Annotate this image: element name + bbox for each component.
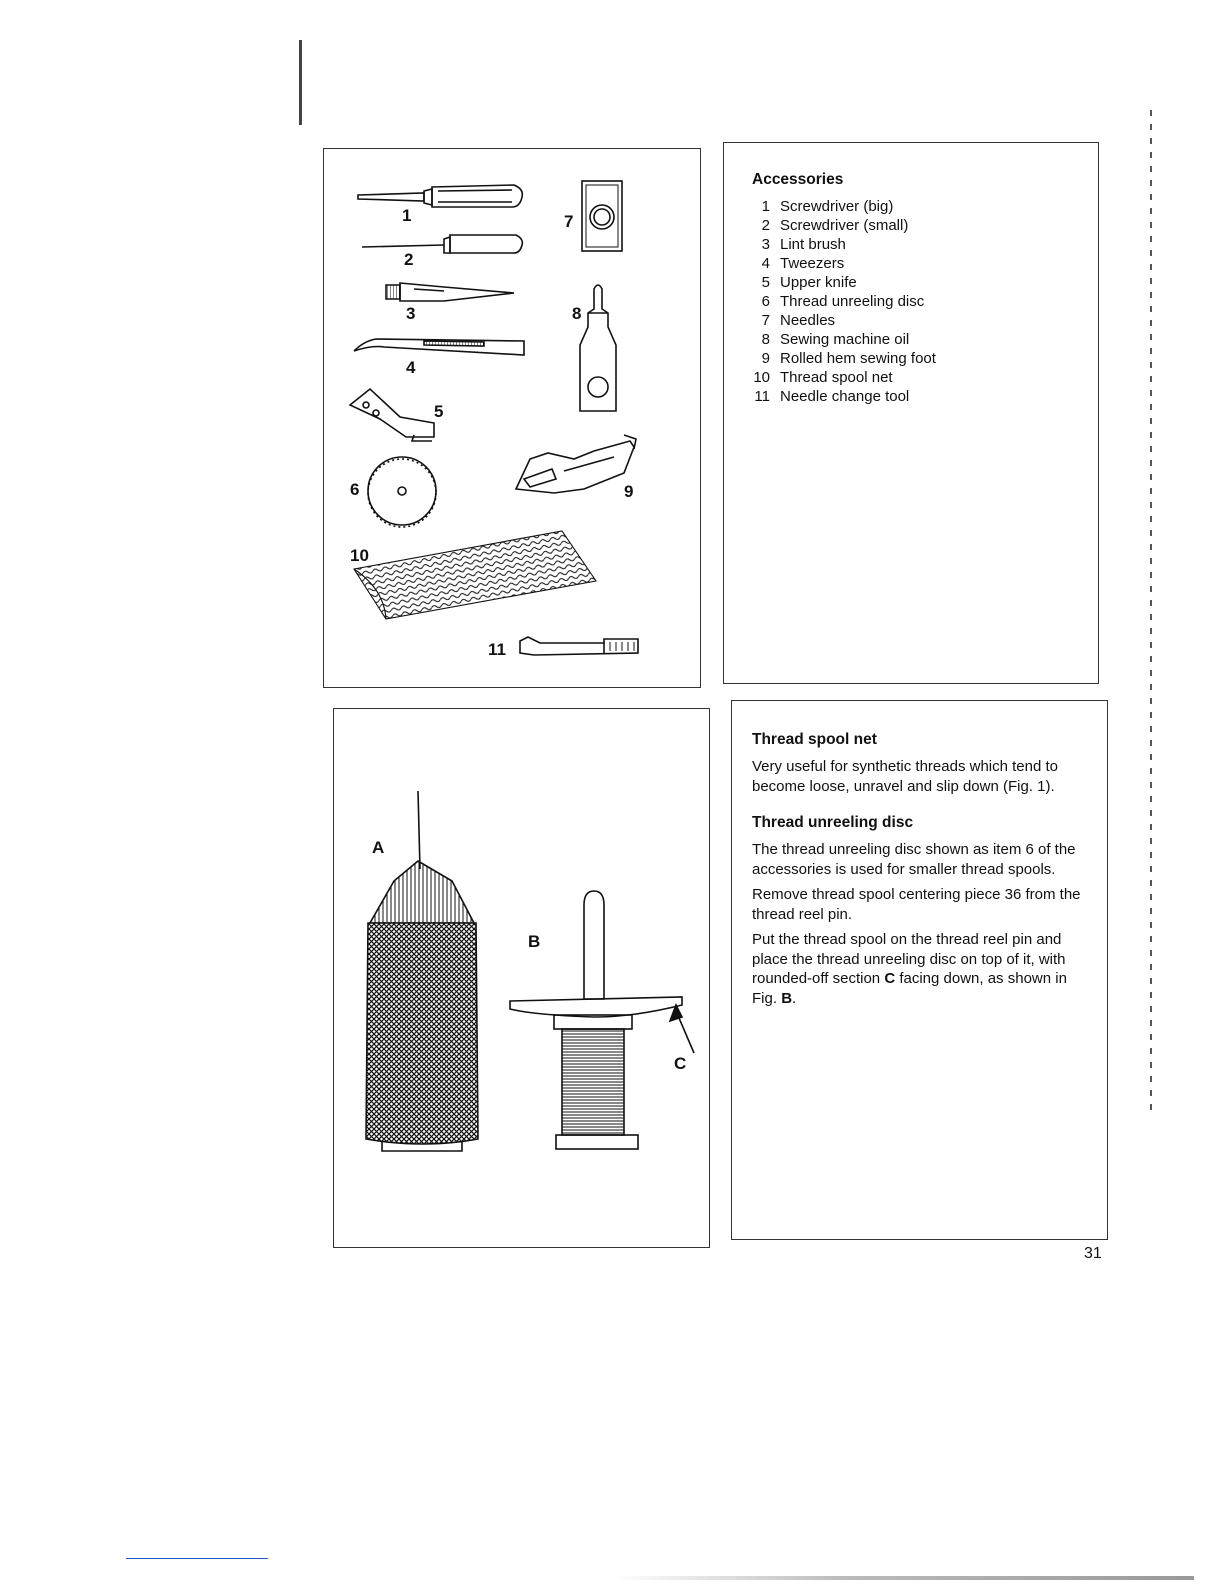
accessory-label: Screwdriver (big) [780,198,894,215]
accessory-label: Rolled hem sewing foot [780,350,936,367]
accessory-label: Needle change tool [780,388,910,405]
callout-8: 8 [572,304,582,323]
tweezers-icon [354,339,524,355]
disc-text-3 [752,930,1082,1008]
accessory-number: 1 [761,198,770,215]
disc-text-2: Remove thread spool centering piece 36 from the thread reel pin. [752,886,1081,923]
accessory-number: 10 [753,369,770,386]
spool-net-text: Very useful for synthetic threads which tend to become loose, unravel and slip down (Fig. 1). [752,758,1058,795]
disc-text-3-c: facing down, as shown in Fig. [752,970,1067,1007]
callout-4: 4 [406,358,416,377]
accessories-figure-panel [323,148,701,688]
accessories-list-panel [723,142,1099,684]
disc-heading: Thread unreeling disc [752,814,914,831]
label-a: A [372,838,385,857]
accessory-item [752,254,1082,273]
accessory-item [752,387,1082,406]
spool-with-disc-icon [510,891,694,1149]
spool-net-heading: Thread spool net [752,731,877,748]
needles-icon [582,181,622,251]
callout-6: 6 [350,480,360,499]
accessory-number: 3 [761,236,770,253]
accessory-item [752,292,1082,311]
accessory-label: Screwdriver (small) [780,217,909,234]
instructions-panel [731,700,1108,1240]
callout-2: 2 [404,250,414,269]
label-b: B [528,932,541,951]
callout-7: 7 [564,212,574,231]
callout-10: 10 [350,546,369,565]
spool-net-icon [354,531,596,619]
disc-text-3-a: Put the thread spool on the thread reel pin and place the thread unreeling disc on top of it, with rounded-off section [752,931,1066,987]
callout-3: 3 [406,304,416,323]
accessory-label: Needles [780,312,836,329]
disc-text-3-b: C [884,970,896,987]
rolled-hem-foot-icon [516,435,636,493]
accessory-number: 8 [761,331,770,348]
callout-9: 9 [624,482,634,501]
disc-text-3-e: . [792,989,797,1007]
accessory-label: Sewing machine oil [780,331,910,348]
accessory-number: 11 [754,388,770,405]
accessory-number: 9 [761,350,770,367]
callout-1: 1 [402,206,412,225]
accessory-label: Thread spool net [780,369,893,386]
accessory-item [752,273,1082,292]
label-c: C [674,1054,687,1073]
accessory-number: 6 [761,293,770,310]
accessory-item [752,349,1082,368]
accessory-number: 2 [761,217,770,234]
accessory-item [752,368,1082,387]
accessory-item [752,197,1082,216]
accessories-illustration [324,149,702,689]
accessory-number: 4 [761,255,770,272]
oil-bottle-icon [580,285,616,411]
scan-artifact-left [299,40,302,125]
accessory-item [752,311,1082,330]
callout-11: 11 [488,640,506,659]
accessory-label: Lint brush [780,236,846,253]
accessory-item [752,330,1082,349]
accessory-label: Thread unreeling disc [780,293,925,310]
accessories-list [752,197,1082,406]
upper-knife-icon [350,389,434,441]
disc-text-1: The thread unreeling disc shown as item 6 of the accessories is used for smaller thread spools. [752,841,1076,878]
accessory-item [752,235,1082,254]
lint-brush-icon [386,283,514,301]
page-number: 31 [1084,1245,1102,1262]
screwdriver-big-icon [358,185,522,207]
accessory-item [752,216,1082,235]
scan-artifact-right-edge [1150,110,1152,1110]
accessory-label: Upper knife [780,274,857,291]
bottom-rule-gray [612,1576,1194,1580]
disc-text-3-d: B [781,989,793,1007]
callout-5: 5 [434,402,444,421]
accessory-number: 7 [761,312,770,329]
screwdriver-small-icon [362,235,522,253]
accessory-label: Tweezers [780,255,845,272]
unreeling-disc-icon [368,457,436,527]
spool-illustration [334,709,711,1249]
needle-change-tool-icon [520,637,638,655]
bottom-rule-blue [126,1558,268,1559]
accessory-number: 5 [761,274,770,291]
accessories-heading: Accessories [752,171,844,188]
spool-figure-panel [333,708,710,1248]
